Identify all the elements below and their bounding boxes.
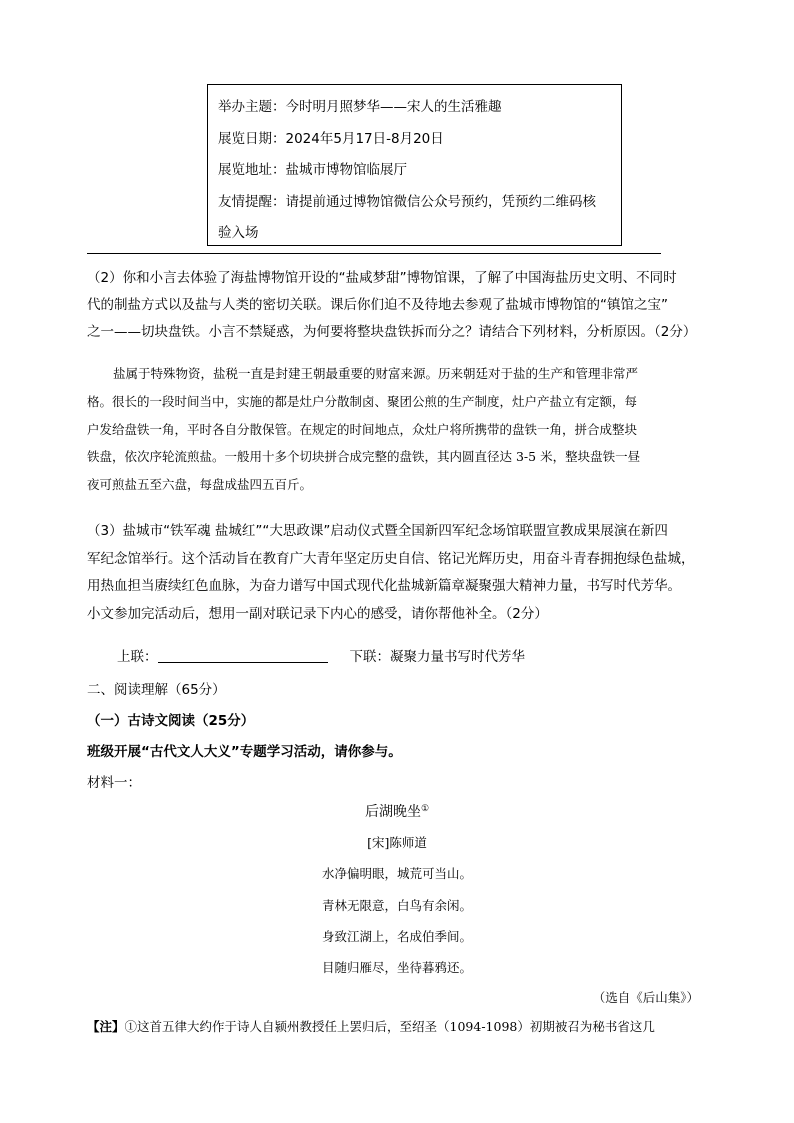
- horizontal-divider: [87, 253, 661, 254]
- salt-material-line1: 盐属于特殊物资，盐税一直是封建王朝最重要的财富来源。历来朝廷对于盐的生产和管理非常严: [113, 366, 639, 381]
- salt-material-line4: 铁盘，依次序轮流煎盐。一般用十多个切块拼合成完整的盘铁，其内圆直径达 3-5 米，整块盘铁一昼: [87, 449, 641, 465]
- couplet-row: [117, 645, 525, 665]
- poem-title-row: [0, 801, 794, 821]
- salt-material-line3: 户发给盘铁一角，平时各自分散保管。在规定的时间地点，众灶户将所携带的盘铁一角，拼合成整块: [87, 421, 638, 437]
- poem-author: [宋]陈师道: [367, 835, 427, 850]
- question-3: [87, 518, 717, 628]
- poem-line-3: 身致江湖上，名成伯季间。: [321, 929, 472, 944]
- salt-material: [87, 360, 717, 499]
- question-3-line1: （3）盐城市“铁军魂 盐城红”“大思政课”启动仪式暨全国新四军纪念场馆联盟宣教成果展演在新四: [87, 523, 668, 539]
- exhibition-info-box: [207, 84, 622, 246]
- exhibition-dates: 展览日期：2024年5月17日-8月20日: [218, 130, 444, 147]
- question-2: [87, 265, 717, 346]
- exhibition-theme: 举办主题：今时明月照梦华——宋人的生活雅趣: [218, 99, 502, 115]
- exhibition-reminder-line1: 友情提醒：请提前通过博物馆微信公众号预约，凭预约二维码核: [218, 193, 596, 210]
- salt-material-line2: 格。很长的一段时间当中，实施的都是灶户分散制卤、聚团公煎的生产制度，灶户产盐立有定额，每: [87, 393, 638, 409]
- poem-line-2: 青林无限意，白鸟有余闲。: [321, 898, 472, 913]
- poem-source: （选自《后山集》）: [592, 990, 699, 1005]
- footnote: [87, 1017, 655, 1035]
- exhibition-venue: 展览地址：盐城市博物馆临展厅: [218, 162, 407, 178]
- poem-note-mark: ①: [420, 804, 430, 814]
- footnote-tag: 【注】: [87, 1019, 125, 1034]
- question-3-line4: 小文参加完活动后，想用一副对联记录下内心的感受，请你帮他补全。（2分）: [87, 605, 548, 622]
- question-2-line3: 之一——切块盘铁。小言不禁疑惑，为何要将整块盘铁拆而分之？请结合下列材料，分析原因。（2分）: [87, 324, 697, 340]
- exhibition-reminder-line2: 验入场: [218, 225, 259, 241]
- activity-intro: 班级开展“古代文人大义”专题学习活动，请你参与。: [87, 744, 402, 760]
- section-2-title: 二、阅读理解（65分）: [87, 682, 226, 698]
- question-3-line2: 军纪念馆举行。这个活动旨在教育广大青年坚定历史自信、铭记光辉历史，用奋斗青春拥抱绿色盐城，: [87, 550, 695, 567]
- salt-material-line5: 夜可煎盐五至六盘，每盘成盐四五百斤。: [87, 477, 313, 493]
- poem-line-1: 水净偏明眼，城荒可当山。: [321, 866, 472, 881]
- couplet-upper-answer-blank[interactable]: [158, 648, 328, 663]
- poem-title: 后湖晚坐: [364, 804, 421, 820]
- question-2-line2: 代的制盐方式以及盐与人类的密切关联。课后你们迫不及待地去参观了盐城市博物馆的“镇馆之宝”: [87, 297, 668, 313]
- material-1-label: 材料一：: [87, 775, 141, 791]
- couplet-lower-text: 凝聚力量书写时代芳华: [390, 649, 525, 665]
- couplet-lower-label: 下联：: [349, 649, 390, 665]
- couplet-upper-label: 上联：: [117, 649, 158, 665]
- question-2-line1: （2）你和小言去体验了海盐博物馆开设的“盐咸梦甜”博物馆课，了解了中国海盐历史文明、不同时: [87, 270, 677, 286]
- poem-line-4: 目随归雁尽，坐待暮鸦还。: [321, 960, 472, 975]
- footnote-text: ①这首五律大约作于诗人自颍州教授任上罢归后，至绍圣（1094-1098）初期被召为秘书省这几: [124, 1019, 655, 1034]
- question-3-line3: 用热血担当赓续红色血脉，为奋力谱写中国式现代化盐城新篇章凝聚强大精神力量，书写时代芳华。: [87, 578, 681, 594]
- subsection-1-title: （一）古诗文阅读（25分）: [87, 713, 255, 729]
